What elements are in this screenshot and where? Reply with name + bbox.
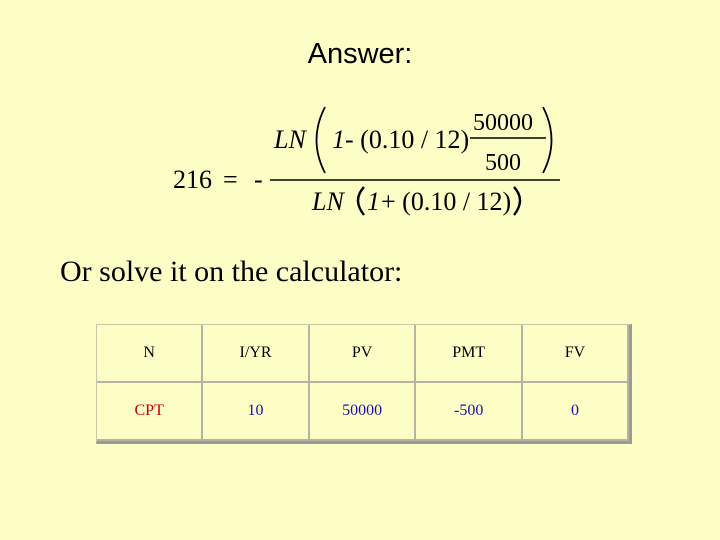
subtitle: Or solve it on the calculator: — [60, 255, 403, 288]
header-pv: PV — [310, 325, 417, 383]
value-pmt: -500 — [416, 383, 522, 441]
numerator-open-paren — [317, 107, 326, 173]
numerator-one: 1 — [332, 125, 345, 154]
inner-numerator: 50000 — [473, 110, 533, 136]
calculator-value-row — [97, 383, 629, 441]
formula-minus: - — [254, 165, 263, 194]
denominator-open-paren — [358, 187, 364, 215]
value-iyr: 10 — [203, 383, 309, 441]
formula-graphic — [0, 95, 720, 225]
numerator-ln: LN — [274, 125, 306, 154]
denominator-one: 1 — [367, 187, 380, 216]
formula-lhs: 216 — [173, 165, 212, 194]
header-n: N — [97, 325, 203, 383]
value-fv: 0 — [523, 383, 629, 441]
numerator-rate: - (0.10 / 12) — [345, 125, 470, 154]
formula-equals: = — [223, 165, 238, 194]
value-pv: 50000 — [310, 383, 417, 441]
page-title: Answer: — [307, 38, 413, 70]
numerator-close-paren — [543, 107, 552, 173]
value-n: CPT — [97, 383, 203, 441]
formula — [0, 95, 720, 225]
denominator-ln: LN — [312, 187, 344, 216]
denominator-rate: + (0.10 / 12) — [381, 187, 512, 216]
header-iyr: I/YR — [203, 325, 309, 383]
header-fv: FV — [523, 325, 629, 383]
calculator-header-row — [97, 325, 629, 383]
inner-denominator: 500 — [485, 150, 521, 176]
denominator-close-paren — [514, 187, 520, 215]
calculator-table — [96, 324, 632, 444]
header-pmt: PMT — [416, 325, 522, 383]
